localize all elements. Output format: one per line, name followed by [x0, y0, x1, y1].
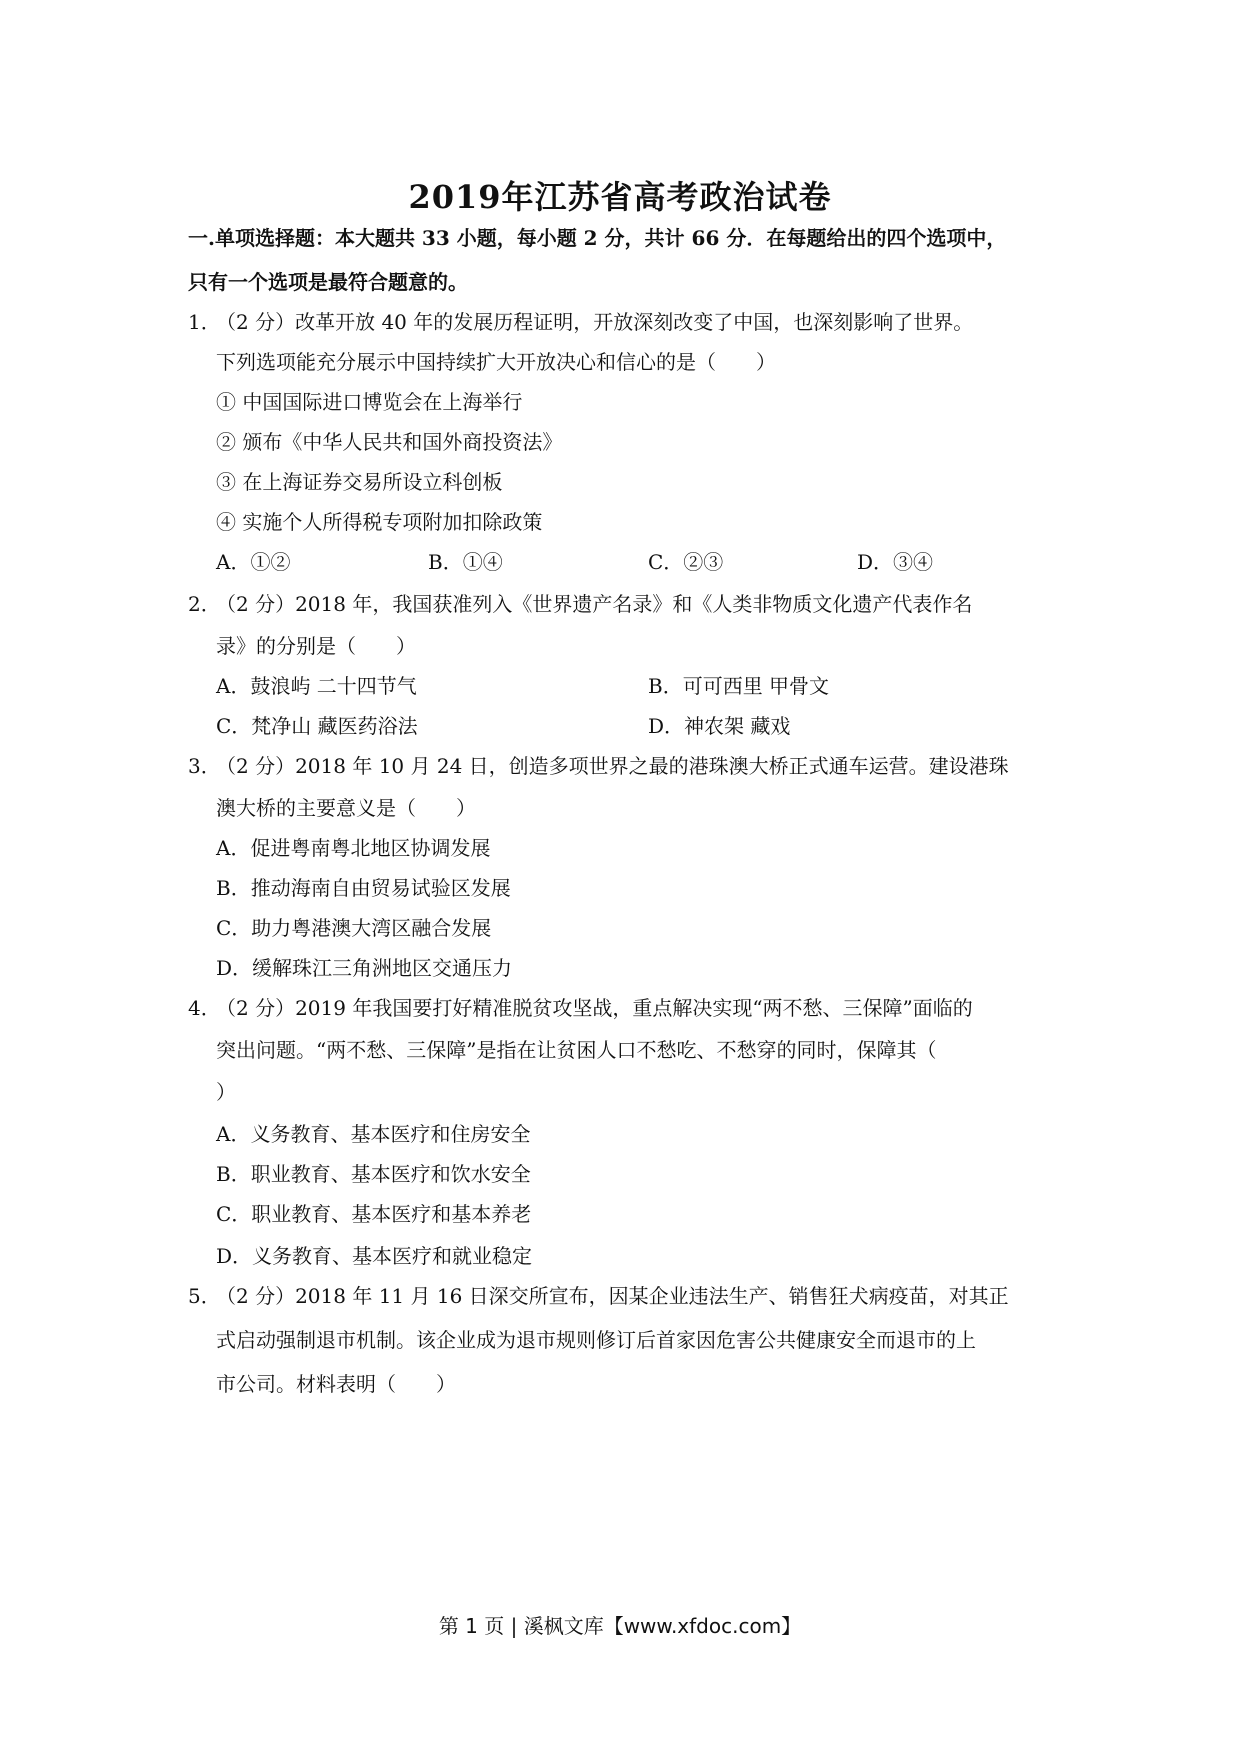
- question-2-option-d: D．神农架 藏戏: [648, 714, 791, 738]
- question-1-stem-line-1: （2 分）改革开放 40 年的发展历程证明，开放深刻改变了中国，也深刻影响了世界。: [216, 310, 974, 334]
- page-title: 2019年江苏省高考政治试卷: [408, 178, 832, 216]
- question-5-number: 5．: [188, 1284, 221, 1308]
- question-3-option-d: D．缓解珠江三角洲地区交通压力: [216, 956, 513, 980]
- section-heading-line-2: 只有一个选项是最符合题意的。: [188, 270, 468, 294]
- question-2-option-a: A．鼓浪屿 二十四节气: [216, 674, 417, 698]
- question-5-stem-line-3: 市公司。材料表明（ ）: [216, 1372, 456, 1396]
- question-4-stem-line-1: （2 分）2019 年我国要打好精准脱贫攻坚战，重点解决实现“两不愁、三保障”面临的: [216, 996, 973, 1020]
- question-1-option-c: C．②③: [648, 550, 724, 574]
- question-1-item-4: ④ 实施个人所得税专项附加扣除政策: [216, 510, 543, 534]
- question-4-number: 4．: [188, 996, 221, 1020]
- question-1-item-1: ① 中国国际进口博览会在上海举行: [216, 390, 523, 414]
- question-4-option-c: C．职业教育、基本医疗和基本养老: [216, 1202, 532, 1226]
- page-footer: 第 1 页 | 溪枫文库【www.xfdoc.com】: [438, 1614, 802, 1638]
- question-1-item-2: ② 颁布《中华人民共和国外商投资法》: [216, 430, 563, 454]
- question-2-stem-line-1: （2 分）2018 年，我国获准列入《世界遗产名录》和《人类非物质文化遗产代表作名: [216, 592, 973, 616]
- question-3-option-a: A．促进粤南粤北地区协调发展: [216, 836, 491, 860]
- question-2-stem-line-2: 录》的分别是（ ）: [216, 634, 416, 658]
- question-4-stem-line-3: ）: [216, 1080, 236, 1104]
- question-4-stem-line-2: 突出问题。“两不愁、三保障”是指在让贫困人口不愁吃、不愁穿的同时，保障其（: [216, 1038, 937, 1062]
- question-4-option-a: A．义务教育、基本医疗和住房安全: [216, 1122, 531, 1146]
- question-4-option-b: B．职业教育、基本医疗和饮水安全: [216, 1162, 531, 1186]
- question-1-option-d: D．③④: [857, 550, 934, 574]
- question-2-option-c: C．梵净山 藏医药浴法: [216, 714, 418, 738]
- question-3-stem-line-1: （2 分）2018 年 10 月 24 日，创造多项世界之最的港珠澳大桥正式通车运营。建设港珠: [216, 754, 1009, 778]
- question-1-option-b: B．①④: [428, 550, 503, 574]
- question-3-number: 3．: [188, 754, 221, 778]
- question-4-option-d: D．义务教育、基本医疗和就业稳定: [216, 1244, 533, 1268]
- question-1-option-a: A．①②: [216, 550, 291, 574]
- question-3-stem-line-2: 澳大桥的主要意义是（ ）: [216, 796, 476, 820]
- question-3-option-c: C．助力粤港澳大湾区融合发展: [216, 916, 492, 940]
- question-2-option-b: B．可可西里 甲骨文: [648, 674, 830, 698]
- question-1-number: 1．: [188, 310, 221, 334]
- question-2-number: 2．: [188, 592, 221, 616]
- question-5-stem-line-2: 式启动强制退市机制。该企业成为退市规则修订后首家因危害公共健康安全而退市的上: [216, 1328, 976, 1352]
- question-3-option-b: B．推动海南自由贸易试验区发展: [216, 876, 511, 900]
- question-5-stem-line-1: （2 分）2018 年 11 月 16 日深交所宣布，因某企业违法生产、销售狂犬病疫苗，对其正: [216, 1284, 1009, 1308]
- section-heading-line-1: 一.单项选择题：本大题共 33 小题，每小题 2 分，共计 66 分．在每题给出的四个选项中，: [188, 226, 1007, 250]
- question-1-stem-line-2: 下列选项能充分展示中国持续扩大开放决心和信心的是（ ）: [216, 350, 776, 374]
- question-1-item-3: ③ 在上海证券交易所设立科创板: [216, 470, 503, 494]
